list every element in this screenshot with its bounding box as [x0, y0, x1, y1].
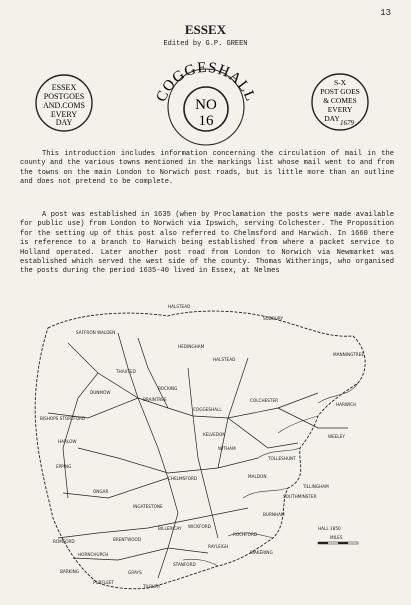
- stamp-center-no: NO: [195, 97, 217, 113]
- town-label: EPPING: [56, 464, 72, 469]
- town-label: HARWICH: [336, 402, 357, 407]
- town-label: HEDINGHAM: [178, 344, 205, 349]
- stamp-left-line-3: AND.COMS: [42, 101, 86, 110]
- town-label: WAKERING: [250, 550, 273, 555]
- town-label: HALSTEAD: [168, 304, 191, 309]
- stamp-coggeshall: [153, 60, 258, 145]
- stamp-sx-circle: [312, 74, 368, 130]
- town-label: COGGESHALL: [193, 407, 222, 412]
- stamp-right-line-1: S-X: [333, 78, 347, 87]
- stamp-left-line-2: POSTGOES: [43, 92, 85, 101]
- postmark-stamps: [0, 55, 411, 147]
- town-label: SUDBURY: [263, 316, 284, 321]
- town-label: BOCKING: [158, 386, 178, 391]
- paragraph-intro: This introduction includes information concerning the circulation of mail in the county and the various towns mentioned in the markings list whose mail went to and from the towns on the main London to Norwich post roads, but is little more than an outline and does not pretend to be complete.: [20, 150, 394, 187]
- town-label: DUNMOW: [90, 390, 111, 395]
- town-label: ROCHFORD: [233, 532, 258, 537]
- town-label: STANFORD: [173, 562, 196, 567]
- town-label: HORNCHURCH: [78, 552, 109, 557]
- town-label: WITHAM: [218, 446, 236, 451]
- town-label: HALSTEAD: [213, 357, 236, 362]
- town-label: PURFLEET: [93, 580, 115, 585]
- town-label: BURNHAM: [263, 512, 285, 517]
- stamp-right-line-3: & COMES: [323, 96, 357, 105]
- stamp-left-line-4: EVERY: [50, 110, 78, 119]
- town-label: TILLINGHAM: [303, 484, 329, 489]
- scale-label: MILES: [330, 535, 343, 540]
- paragraph-history: A post was established in 1635 (when by Proclamation the posts were made available for public use) from London to Norwich via Ipswich, serving Colchester. The Proposition for the setting up of this post also referred to Chelmsford and Harwich. In 1660 there is reference to a branch to Harwich being established from where a packet service to Holland operated. Later another post road from London to Norwich via Newmarket was established which served the west side of the county. Thomas Witherings, who organised the posts during the period 1635-40 lived in Essex, at Nelmes: [20, 211, 394, 276]
- town-label: TILBURY: [143, 584, 161, 589]
- town-label: WEELEY: [328, 434, 345, 439]
- town-label: MANNINGTREE: [333, 352, 364, 357]
- stamp-svg: [0, 55, 411, 147]
- stamp-right-line-4: EVERY: [327, 105, 353, 114]
- town-label: ROMFORD: [53, 539, 75, 544]
- town-label: BRAINTREE: [143, 397, 167, 402]
- town-label: BISHOPS STORTFORD: [40, 416, 86, 421]
- town-label: COLCHESTER: [250, 398, 279, 403]
- scale-bar: [318, 535, 358, 544]
- town-label: THAXTED: [116, 369, 136, 374]
- stamp-essex-oval: [36, 75, 92, 131]
- town-label: MALDON: [248, 474, 267, 479]
- stamp-right-line-5: DAY: [324, 114, 340, 123]
- page-number: 13: [380, 8, 391, 18]
- town-label: BARKING: [60, 569, 80, 574]
- town-labels: [40, 304, 364, 589]
- page-title: ESSEX: [184, 22, 227, 37]
- town-label: TOLLESHUNT: [268, 456, 296, 461]
- stamp-right-line-2: POST GOES: [320, 87, 360, 96]
- stamp-left-line-1: ESSEX: [51, 83, 77, 92]
- stamp-right-line-6: 1679: [340, 119, 354, 127]
- town-label: KELVEDON: [203, 432, 226, 437]
- stamp-coggeshall-arc: COGGESHALL: [153, 59, 259, 105]
- town-label: BILLERICAY: [158, 526, 182, 531]
- stamp-center-num: 16: [198, 113, 214, 129]
- town-label: GRAYS: [128, 570, 142, 575]
- stamp-left-line-5: DAY: [55, 118, 73, 127]
- town-label: RAYLEIGH: [208, 544, 229, 549]
- town-label: SOUTHMINSTER: [283, 494, 317, 499]
- essex-map: [18, 298, 398, 600]
- town-label: CHELMSFORD: [168, 476, 198, 481]
- town-label: INGATESTONE: [133, 504, 163, 509]
- town-label: BRENTWOOD: [113, 537, 142, 542]
- editor-line: Edited by G.P. GREEN: [163, 40, 248, 48]
- town-label: ONGAR: [93, 489, 109, 494]
- town-label: SAFFRON WALDEN: [76, 330, 116, 335]
- road-network: [48, 333, 348, 578]
- town-label: HARLOW: [58, 439, 77, 444]
- map-note: HALL 1850: [318, 526, 341, 531]
- map-svg: [18, 298, 398, 600]
- town-label: WICKFORD: [188, 524, 211, 529]
